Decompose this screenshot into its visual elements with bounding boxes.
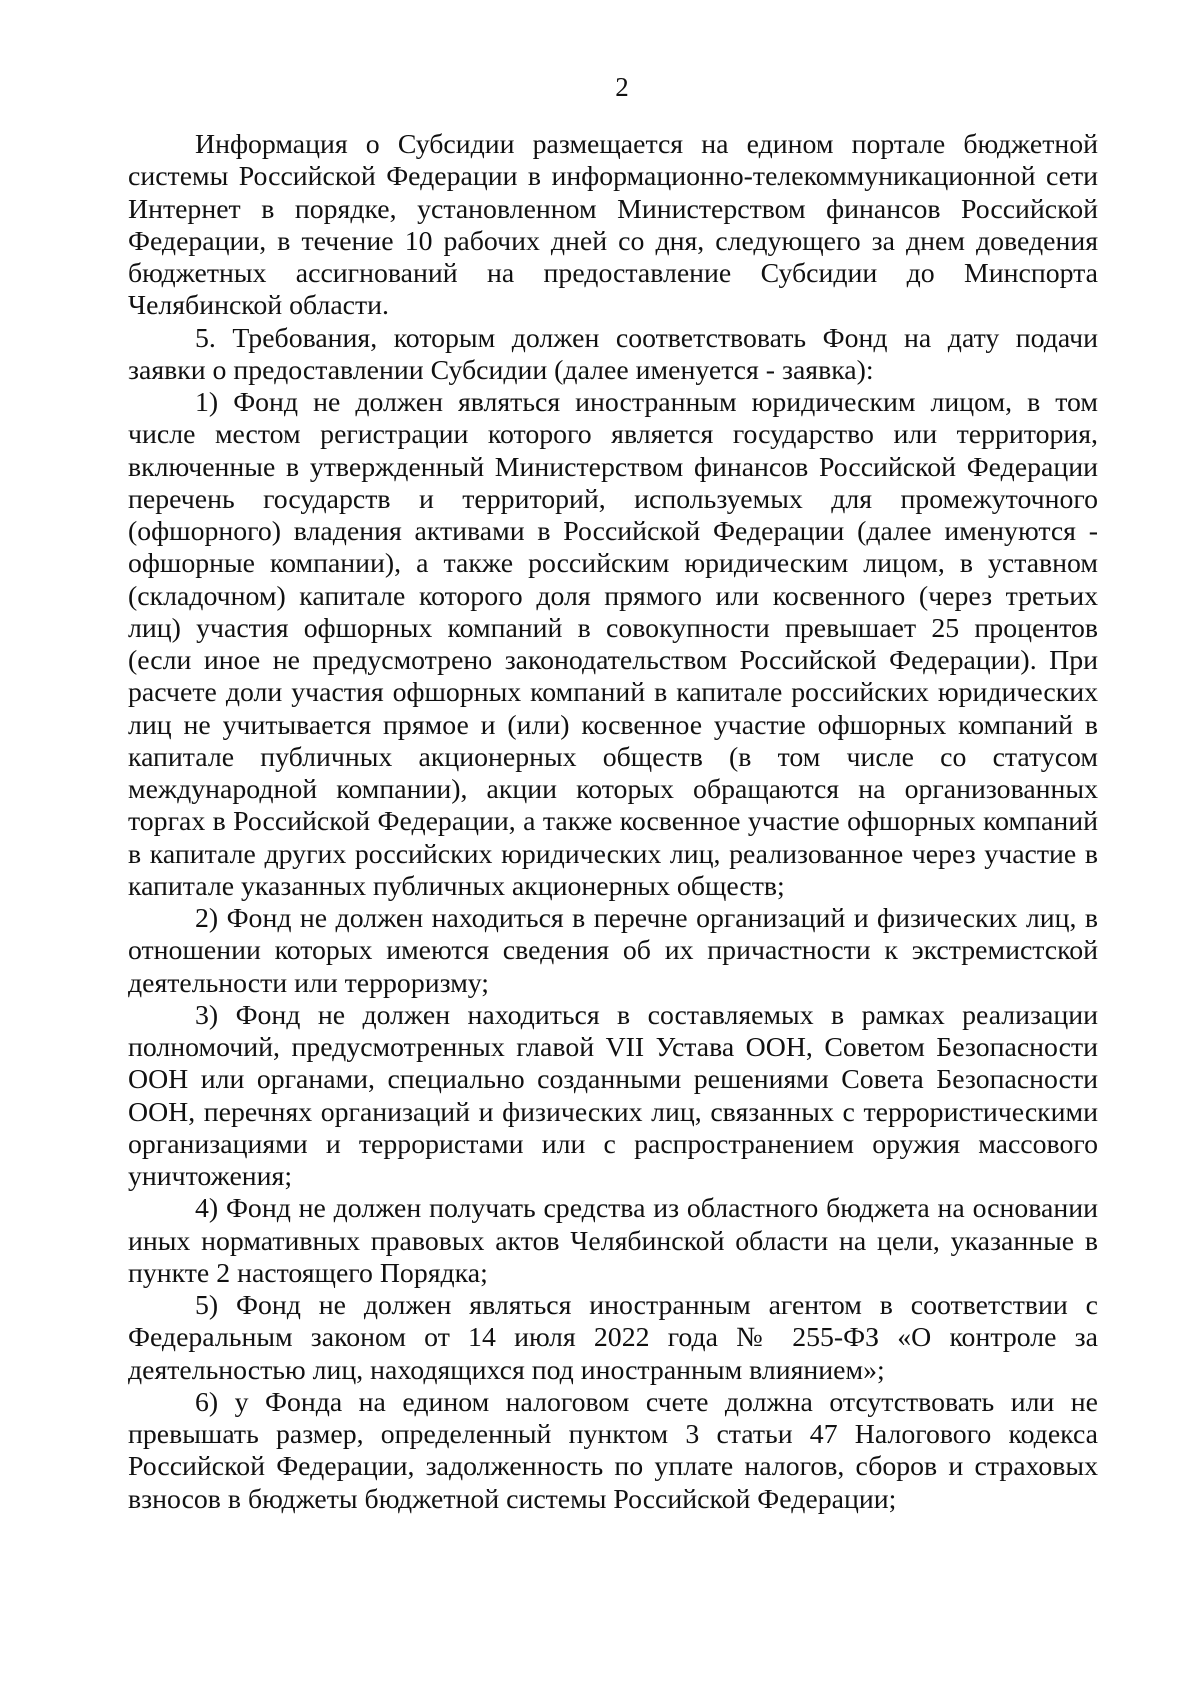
paragraph-requirements-intro: 5. Требования, которым должен соответствовать Фонд на дату подачи заявки о предоставлении Субсидии (далее именуется - заявка): bbox=[128, 322, 1098, 386]
paragraph-requirement-5: 5) Фонд не должен являться иностранным агентом в соответствии с Федеральным законом от 14 июля 2022 года № 255-ФЗ «О контроле за деятельностью лиц, находящихся под иностранным влиянием»; bbox=[128, 1290, 1098, 1386]
paragraph-requirement-4: 4) Фонд не должен получать средства из областного бюджета на основании иных нормативных правовых актов Челябинской области на цели, указанные в пункте 2 настоящего Порядка; bbox=[128, 1193, 1098, 1289]
paragraph-requirement-2: 2) Фонд не должен находиться в перечне организаций и физических лиц, в отношении которых имеются сведения об их причастности к экстремистской деятельности или терроризму; bbox=[128, 903, 1098, 999]
paragraph-subsidy-info: Информация о Субсидии размещается на едином портале бюджетной системы Российской Федерации в информационно-телекоммуникационной сети Интернет в порядке, установленном Министерством финансов Российской Федерации, в течение 10 рабочих дней со дня, следующего за днем доведения бюджетных ассигнований на предоставление Субсидии до Минспорта Челябинской области. bbox=[128, 129, 1098, 322]
paragraph-requirement-3: 3) Фонд не должен находиться в составляемых в рамках реализации полномочий, предусмотренных главой VII Устава ООН, Советом Безопасности ООН или органами, специально созданными решениями Совета Безопасности ООН, перечнях организаций и физических лиц, связанных с террористическими организациями и террористами или с распространением оружия массового уничтожения; bbox=[128, 999, 1098, 1192]
document-body bbox=[128, 129, 1098, 1516]
paragraph-requirement-6: 6) у Фонда на едином налоговом счете должна отсутствовать или не превышать размер, определенный пунктом 3 статьи 47 Налогового кодекса Российской Федерации, задолженность по уплате налогов, сборов и страховых взносов в бюджеты бюджетной системы Российской Федерации; bbox=[128, 1386, 1098, 1515]
paragraph-requirement-1: 1) Фонд не должен являться иностранным юридическим лицом, в том числе местом регистрации которого является государство или территория, включенные в утвержденный Министерством финансов Российской Федерации перечень государств и территорий, используемых для промежуточного (офшорного) владения активами в Российской Федерации (далее именуются - офшорные компании), а также российским юридическим лицом, в уставном (складочном) капитале которого доля прямого или косвенного (через третьих лиц) участия офшорных компаний в совокупности превышает 25 процентов (если иное не предусмотрено законодательством Российской Федерации). При расчете доли участия офшорных компаний в капитале российских юридических лиц не учитывается прямое и (или) косвенное участие офшорных компаний в капитале публичных акционерных обществ (в том числе со статусом международной компании), акции которых обращаются на организованных торгах в Российской Федерации, а также косвенное участие офшорных компаний в капитале других российских юридических лиц, реализованное через участие в капитале указанных публичных акционерных обществ; bbox=[128, 387, 1098, 902]
page-number: 2 bbox=[615, 72, 629, 102]
